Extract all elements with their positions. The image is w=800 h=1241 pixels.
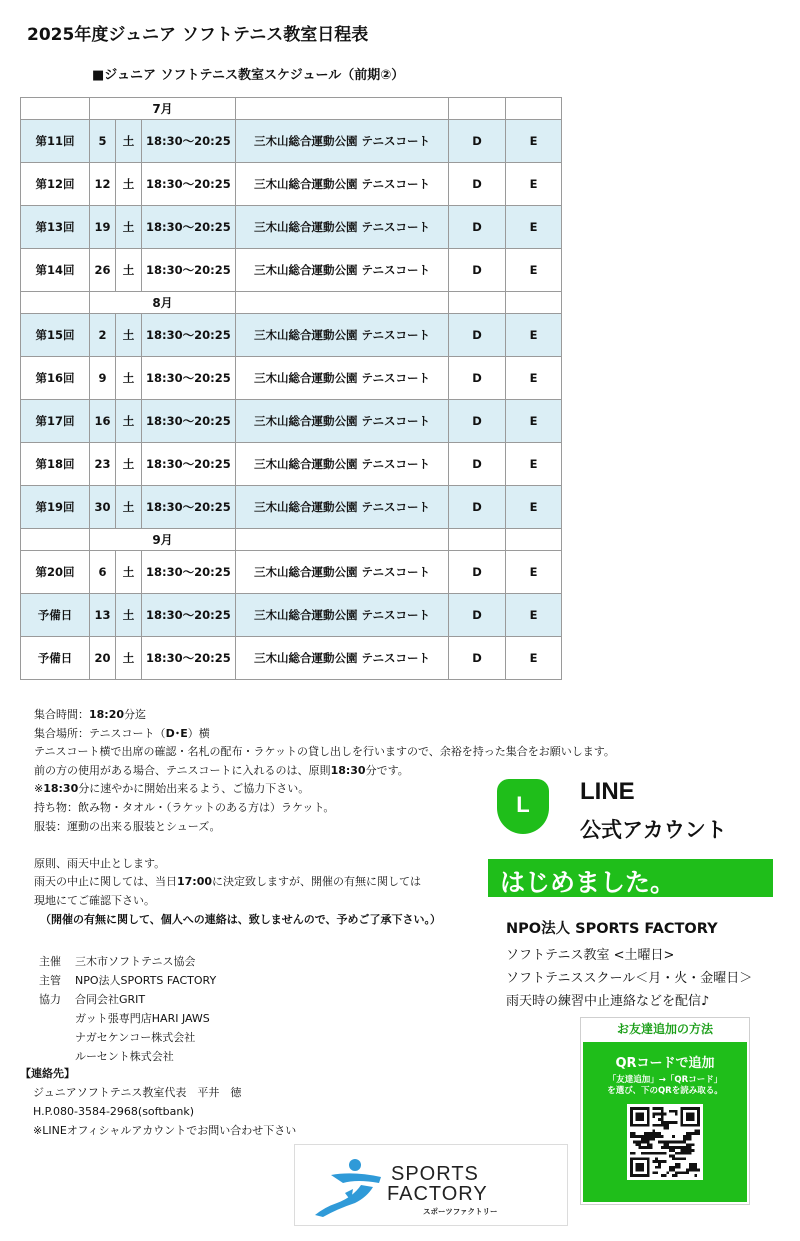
contact-heading: 【連絡先】 xyxy=(20,1067,75,1080)
table-row xyxy=(21,163,562,206)
manager-label: 主管 xyxy=(39,974,61,987)
weekday-cell: 土 xyxy=(116,486,142,529)
table-row xyxy=(21,357,562,400)
npo-line: 雨天時の練習中止連絡などを配信♪ xyxy=(506,994,710,1009)
venue-cell: 三木山総合運動公園 テニスコート xyxy=(236,357,449,400)
court2-cell: E xyxy=(506,314,562,357)
time-cell: 18:30～20:25 xyxy=(142,120,236,163)
note-text: 服装：運動の出来る服装とシューズ。 xyxy=(34,819,221,833)
court1-cell: D xyxy=(449,400,506,443)
court1-cell: D xyxy=(449,206,506,249)
table-row xyxy=(21,400,562,443)
court1-cell: D xyxy=(449,551,506,594)
runner-icon xyxy=(303,1145,393,1225)
page-title: 2025年度ジュニア ソフトテニス教室日程表 xyxy=(27,25,369,45)
court1-cell: D xyxy=(449,594,506,637)
time-cell: 18:30～20:25 xyxy=(142,314,236,357)
logo-word-factory: FACTORY xyxy=(387,1183,488,1205)
time-cell: 18:30～20:25 xyxy=(142,249,236,292)
line-logo-icon: L xyxy=(497,779,549,834)
qr-code-icon[interactable] xyxy=(627,1104,703,1180)
table-row xyxy=(21,206,562,249)
note-line xyxy=(34,836,615,855)
day-cell: 5 xyxy=(90,120,116,163)
weekday-cell: 土 xyxy=(116,163,142,206)
weekday-cell: 土 xyxy=(116,594,142,637)
logo-kana: スポーツファクトリー xyxy=(423,1207,498,1216)
contact-phone: H.P.080-3584-2968(softbank) xyxy=(33,1105,195,1118)
empty-cell xyxy=(506,292,562,314)
host-label: 主催 xyxy=(39,955,61,968)
note-line xyxy=(34,725,615,744)
session-cell: 第18回 xyxy=(21,443,90,486)
weekday-cell: 土 xyxy=(116,206,142,249)
coop-name: 合同会社GRIT xyxy=(75,993,146,1006)
note-line xyxy=(34,706,615,725)
table-row xyxy=(21,594,562,637)
venue-cell: 三木山総合運動公園 テニスコート xyxy=(236,594,449,637)
note-text: 原則、雨天中止とします。 xyxy=(34,856,166,870)
contact-section xyxy=(20,1064,296,1140)
qr-panel xyxy=(583,1042,747,1202)
weekday-cell: 土 xyxy=(116,637,142,680)
day-cell: 23 xyxy=(90,443,116,486)
table-row xyxy=(21,120,562,163)
empty-cell xyxy=(449,529,506,551)
line-started-banner: はじめました。 xyxy=(488,859,773,897)
empty-cell xyxy=(236,98,449,120)
empty-cell xyxy=(236,529,449,551)
session-cell: 第15回 xyxy=(21,314,90,357)
session-cell: 予備日 xyxy=(21,594,90,637)
court2-cell: E xyxy=(506,357,562,400)
day-cell: 13 xyxy=(90,594,116,637)
court1-cell: D xyxy=(449,443,506,486)
sports-factory-logo xyxy=(294,1144,568,1226)
court1-cell: D xyxy=(449,163,506,206)
empty-cell xyxy=(449,98,506,120)
note-text: 分迄 xyxy=(124,708,147,721)
session-cell: 第14回 xyxy=(21,249,90,292)
note-text: ）横 xyxy=(187,726,210,740)
host-name: 三木市ソフトテニス協会 xyxy=(75,955,196,968)
empty-cell xyxy=(449,292,506,314)
empty-cell xyxy=(21,529,90,551)
note-text: ※ xyxy=(34,782,44,796)
venue-cell: 三木山総合運動公園 テニスコート xyxy=(236,249,449,292)
empty-cell xyxy=(21,98,90,120)
venue-cell: 三木山総合運動公園 テニスコート xyxy=(236,120,449,163)
note-text: 集合時間： xyxy=(34,708,89,721)
session-cell: 第20回 xyxy=(21,551,90,594)
empty-cell xyxy=(506,98,562,120)
table-row xyxy=(21,314,562,357)
session-cell: 第11回 xyxy=(21,120,90,163)
day-cell: 16 xyxy=(90,400,116,443)
weekday-cell: 土 xyxy=(116,443,142,486)
weekday-cell: 土 xyxy=(116,120,142,163)
court2-cell: E xyxy=(506,120,562,163)
month-label: 9月 xyxy=(90,529,236,551)
venue-cell: 三木山総合運動公園 テニスコート xyxy=(236,486,449,529)
contact-representative: ジュニアソフトテニス教室代表 平井 徳 xyxy=(33,1086,242,1099)
note-line xyxy=(34,762,615,781)
day-cell: 12 xyxy=(90,163,116,206)
contact-line-note: ※LINEオフィシャルアカウントでお問い合わせ下さい xyxy=(33,1124,297,1137)
time-cell: 18:30～20:25 xyxy=(142,206,236,249)
venue-cell: 三木山総合運動公園 テニスコート xyxy=(236,314,449,357)
day-cell: 20 xyxy=(90,637,116,680)
weekday-cell: 土 xyxy=(116,400,142,443)
session-cell: 第12回 xyxy=(21,163,90,206)
day-cell: 9 xyxy=(90,357,116,400)
day-cell: 2 xyxy=(90,314,116,357)
court2-cell: E xyxy=(506,206,562,249)
coop-label: 協力 xyxy=(39,993,61,1006)
month-header-row xyxy=(21,529,562,551)
note-text: D･E xyxy=(165,726,188,740)
schedule-subtitle: ■ジュニア ソフトテニス教室スケジュール（前期②） xyxy=(92,68,405,83)
session-cell: 第19回 xyxy=(21,486,90,529)
session-cell: 第17回 xyxy=(21,400,90,443)
empty-cell xyxy=(21,292,90,314)
month-header-row xyxy=(21,98,562,120)
court2-cell: E xyxy=(506,400,562,443)
court1-cell: D xyxy=(449,637,506,680)
schedule-table xyxy=(20,97,562,680)
court1-cell: D xyxy=(449,249,506,292)
session-cell: 予備日 xyxy=(21,637,90,680)
court2-cell: E xyxy=(506,443,562,486)
empty-cell xyxy=(236,292,449,314)
day-cell: 6 xyxy=(90,551,116,594)
time-cell: 18:30～20:25 xyxy=(142,594,236,637)
table-row xyxy=(21,249,562,292)
line-title: LINE xyxy=(580,778,635,805)
note-text: 18:30 xyxy=(43,782,79,796)
weekday-cell: 土 xyxy=(116,551,142,594)
court1-cell: D xyxy=(449,486,506,529)
venue-cell: 三木山総合運動公園 テニスコート xyxy=(236,443,449,486)
npo-name: NPO法人 SPORTS FACTORY xyxy=(506,921,718,937)
note-text: 集合場所：テニスコート（ xyxy=(34,726,166,740)
note-text: （開催の有無に関して、個人への連絡は、致しませんので、予めご了承下さい。） xyxy=(40,912,442,926)
qr-heading: お友達追加の方法 xyxy=(616,1022,713,1036)
note-text: 17:00 xyxy=(177,875,213,889)
organizers-section xyxy=(39,952,216,1066)
venue-cell: 三木山総合運動公園 テニスコート xyxy=(236,400,449,443)
month-label: 8月 xyxy=(90,292,236,314)
note-text: 分に速やかに開始出来るよう、ご協力下さい。 xyxy=(78,782,310,796)
court2-cell: E xyxy=(506,163,562,206)
time-cell: 18:30～20:25 xyxy=(142,400,236,443)
qr-title: QRコードで追加 xyxy=(615,1056,715,1071)
session-cell: 第13回 xyxy=(21,206,90,249)
qr-instructions: 「友達追加」→「QRコード」 を選び、下のQRを読み取る。 xyxy=(607,1075,723,1096)
court2-cell: E xyxy=(506,551,562,594)
weekday-cell: 土 xyxy=(116,249,142,292)
note-text: 18:30 xyxy=(330,763,366,777)
note-text: 前の方の使用がある場合、テニスコートに入れるのは、原則 xyxy=(34,763,331,777)
venue-cell: 三木山総合運動公園 テニスコート xyxy=(236,551,449,594)
manager-name: NPO法人SPORTS FACTORY xyxy=(75,974,217,987)
day-cell: 26 xyxy=(90,249,116,292)
table-row xyxy=(21,551,562,594)
session-cell: 第16回 xyxy=(21,357,90,400)
note-text: 18:20 xyxy=(89,708,125,721)
court2-cell: E xyxy=(506,249,562,292)
time-cell: 18:30～20:25 xyxy=(142,486,236,529)
time-cell: 18:30～20:25 xyxy=(142,551,236,594)
time-cell: 18:30～20:25 xyxy=(142,163,236,206)
venue-cell: 三木山総合運動公園 テニスコート xyxy=(236,206,449,249)
venue-cell: 三木山総合運動公園 テニスコート xyxy=(236,163,449,206)
court1-cell: D xyxy=(449,120,506,163)
month-label: 7月 xyxy=(90,98,236,120)
court2-cell: E xyxy=(506,594,562,637)
day-cell: 19 xyxy=(90,206,116,249)
note-text: テニスコート横で出席の確認・名札の配布・ラケットの貸し出しを行いますので、余裕を持った集合をお願いします。 xyxy=(34,745,615,759)
logo-word-sports: SPORTS xyxy=(391,1163,479,1185)
time-cell: 18:30～20:25 xyxy=(142,357,236,400)
coop-name: ルーセント株式会社 xyxy=(75,1050,174,1063)
qr-add-friend-card xyxy=(580,1017,750,1205)
note-text: 分です。 xyxy=(365,763,409,777)
note-text: 現地にてご確認下さい。 xyxy=(34,893,155,907)
note-text: 持ち物：飲み物・タオル・（ラケットのある方は）ラケット。 xyxy=(34,800,335,814)
npo-line: ソフトテニス教室 <土曜日> xyxy=(506,948,675,963)
coop-name: ガット張専門店HARI JAWS xyxy=(75,1012,210,1025)
note-text: に決定致しますが、開催の有無に関しては xyxy=(212,875,422,889)
note-text: 雨天の中止に関しては、当日 xyxy=(34,875,177,889)
note-line xyxy=(34,743,615,762)
weekday-cell: 土 xyxy=(116,357,142,400)
empty-cell xyxy=(506,529,562,551)
table-row xyxy=(21,486,562,529)
month-header-row xyxy=(21,292,562,314)
day-cell: 30 xyxy=(90,486,116,529)
line-subtitle: 公式アカウント xyxy=(580,818,727,842)
court1-cell: D xyxy=(449,314,506,357)
weekday-cell: 土 xyxy=(116,314,142,357)
coop-name: ナガセケンコー株式会社 xyxy=(75,1031,196,1044)
time-cell: 18:30～20:25 xyxy=(142,637,236,680)
court1-cell: D xyxy=(449,357,506,400)
court2-cell: E xyxy=(506,637,562,680)
npo-line: ソフトテニススクール＜月・火・金曜日＞ xyxy=(506,971,753,986)
court2-cell: E xyxy=(506,486,562,529)
venue-cell: 三木山総合運動公園 テニスコート xyxy=(236,637,449,680)
table-row xyxy=(21,443,562,486)
time-cell: 18:30～20:25 xyxy=(142,443,236,486)
table-row xyxy=(21,637,562,680)
